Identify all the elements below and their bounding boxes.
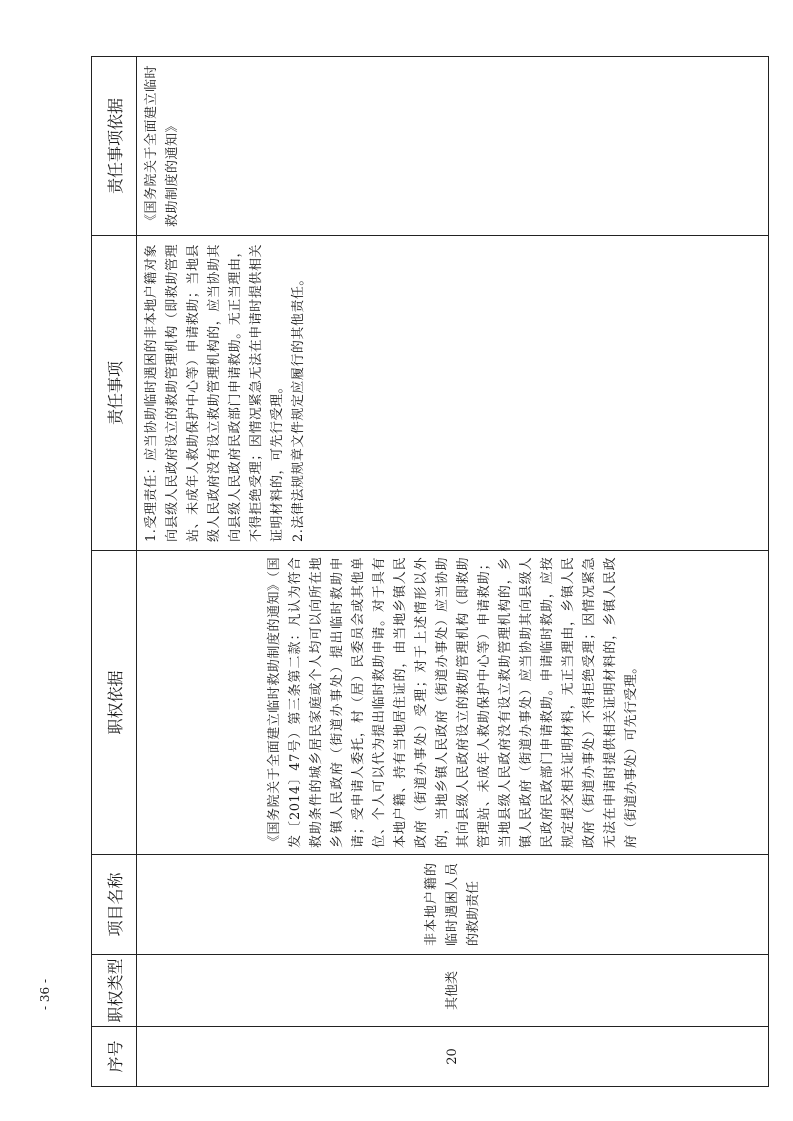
cell-basis [137,551,769,855]
cell-duty-basis [137,57,769,236]
rotated-table-container [91,57,769,1087]
duty-basis-text: 《国务院关于全面建立临时救助制度的通知》 [144,64,180,227]
responsibility-item-1: 1.受理责任：应当协助临时遇困的非本地户籍对象向县级人民政府设立的救助管理机构（即救助管理站、未成年人救助保护中心等）申请救助；当地县级人民政府没有设立救助管理机构的，应当协助其向县级人民政府民政部门申请救助。无正当理由，不得拒绝受理；因情况紧急无法在申请时提供相关证明材料的，可先行受理。 [144,244,285,542]
header-duty-basis: 责任事项依据 [92,57,137,236]
responsibility-item-2: 2.法律法规规章文件规定应履行的其他责任。 [291,272,306,542]
cell-type: 其他类 [137,955,769,1027]
cell-no: 20 [137,1027,769,1087]
header-no: 序号 [92,1027,137,1087]
header-name: 项目名称 [92,855,137,955]
header-basis: 职权依据 [92,551,137,855]
header-type: 职权类型 [92,955,137,1027]
table-header-row [92,57,137,1087]
cell-responsibility [137,236,769,551]
header-responsibility: 责任事项 [92,236,137,551]
cell-name: 非本地户籍的临时遇困人员的救助责任 [137,855,769,955]
duty-table [91,56,769,1087]
table-row [137,57,769,1087]
page-number: - 36 - [38,978,52,1010]
basis-text: 《国务院关于全面建立临时救助制度的通知》（国发〔2014〕47号）第三条第二款：凡认为符合救助条件的城乡居民家庭或个人均可以向所在地乡镇人民政府（街道办事处）提出临时救助申请；受申请人委托，村（居）民委员会或其他单位、个人可以代为提出临时救助申请。对于具有本地户籍、持有当地居住证的，由当地乡镇人民政府（街道办事处）受理；对于上述情形以外的，当地乡镇人民政府（街道办事处）应当协助其向县级人民政府设立的救助管理机构（即救助管理站、未成年人救助保护中心等）申请救助；当地县级人民政府没有设立救助管理机构的，乡镇人民政府（街道办事处）应当协助其向县级人民政府民政部门申请救助。申请临时救助，应按规定提交相关证明材料，无正当理由，乡镇人民政府（街道办事处）不得拒绝受理；因情况紧急无法在申请时提供相关证明材料的，乡镇人民政府（街道办事处）可先行受理。 [266,557,639,848]
